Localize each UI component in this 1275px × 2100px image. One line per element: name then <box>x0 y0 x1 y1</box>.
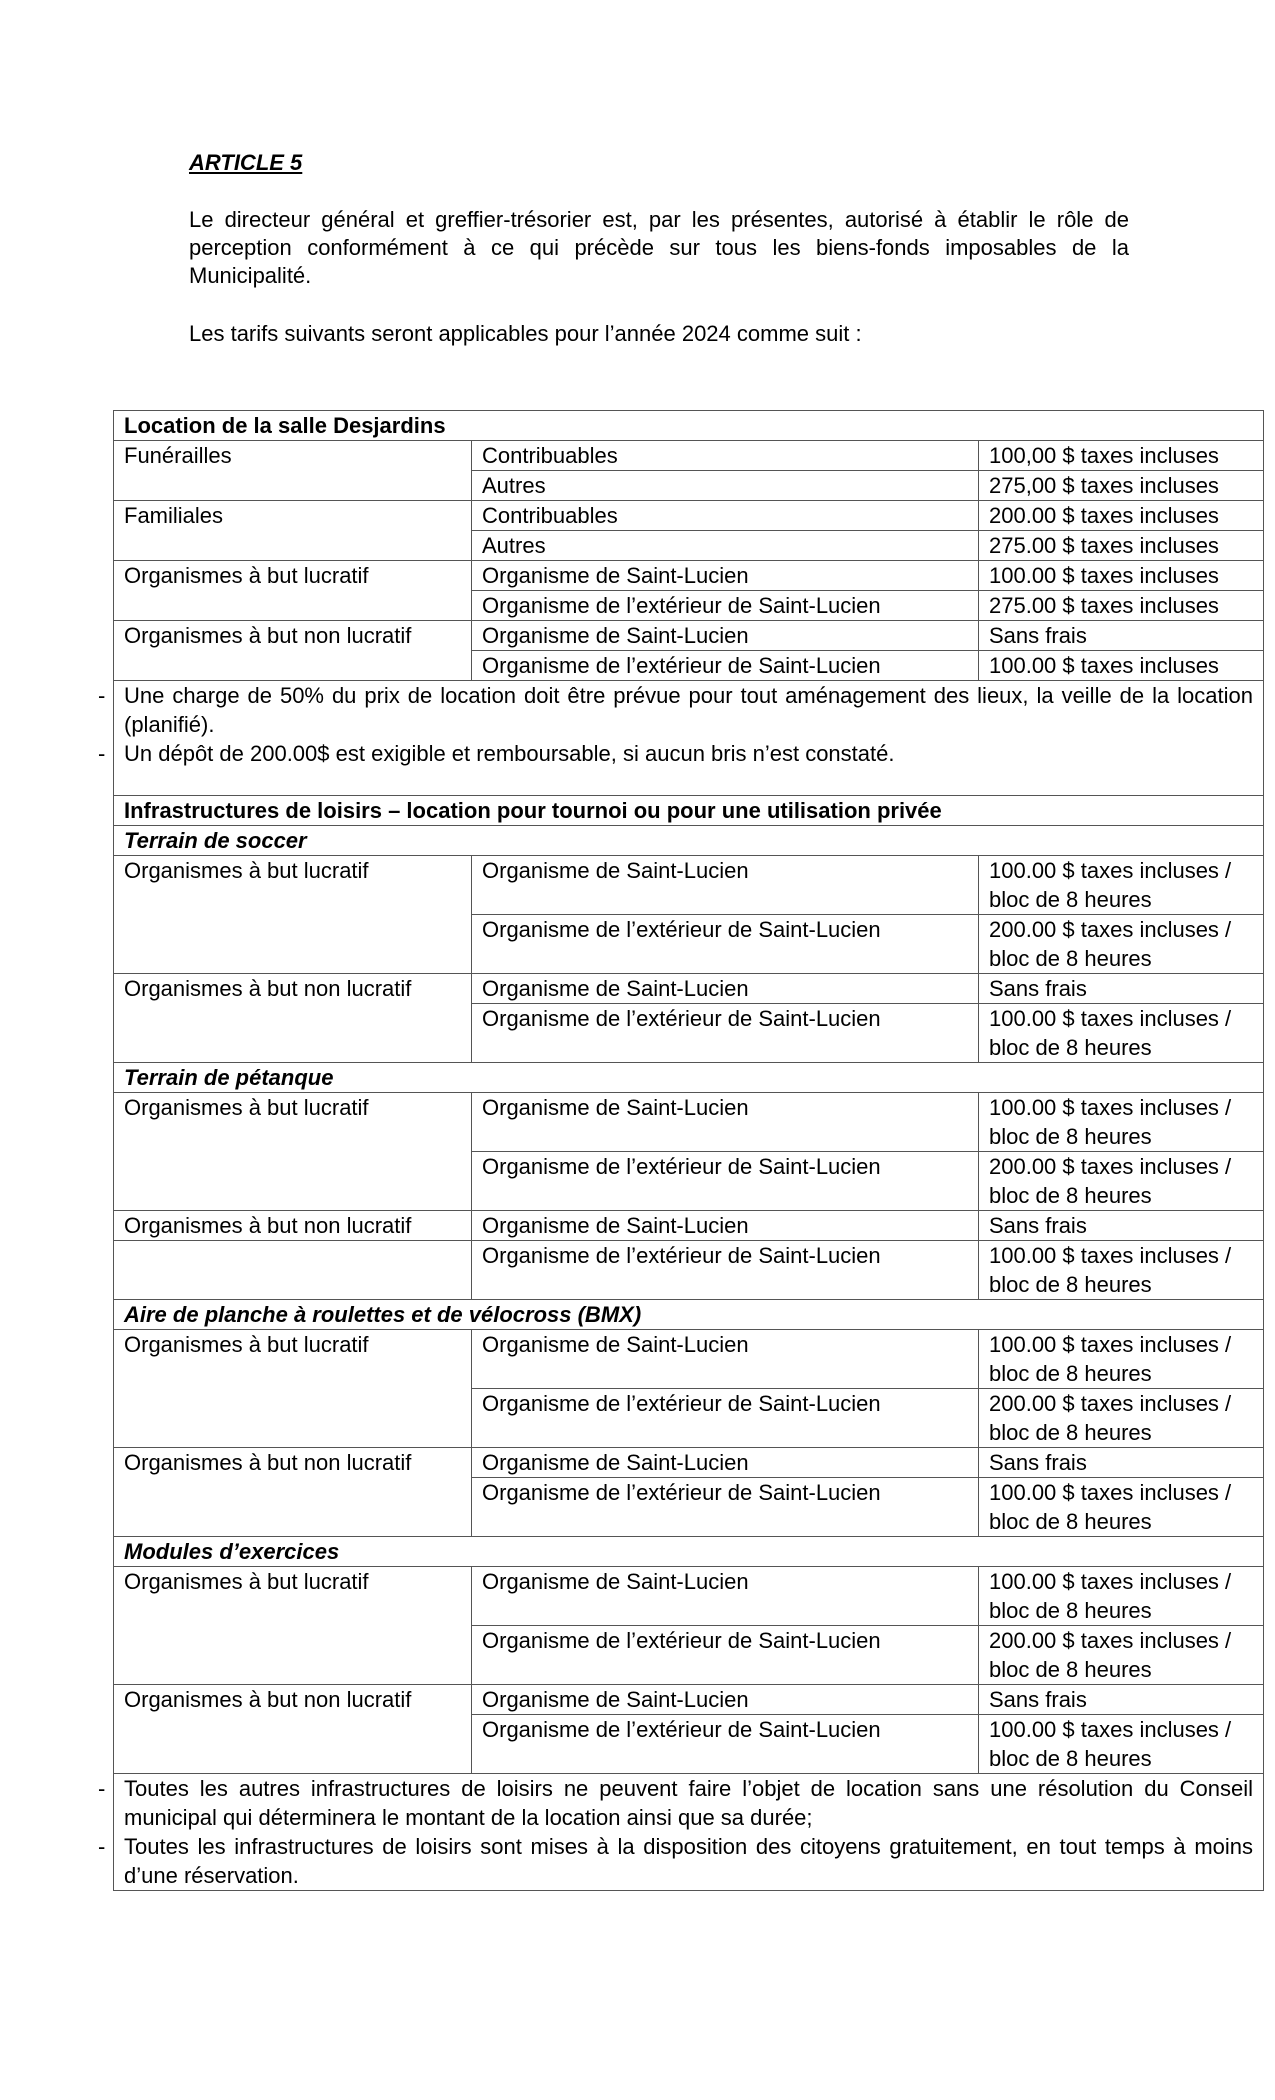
price-cell: 100.00 $ taxes incluses <box>979 651 1264 681</box>
who-cell: Organisme de l’extérieur de Saint-Lucien <box>472 1241 979 1300</box>
price-cell: 200.00 $ taxes incluses / bloc de 8 heures <box>979 1626 1264 1685</box>
category-cell: Funérailles <box>114 441 472 501</box>
category-cell: Organismes à but non lucratif <box>114 1448 472 1537</box>
bullet-dash: - <box>98 1834 106 1859</box>
price-cell: 275.00 $ taxes incluses <box>979 591 1264 621</box>
price-cell: 100,00 $ taxes incluses <box>979 441 1264 471</box>
section-title: Infrastructures de loisirs – location pour tournoi ou pour une utilisation privée <box>114 796 1264 826</box>
table-row <box>114 441 1264 471</box>
price-cell: 100.00 $ taxes incluses / bloc de 8 heures <box>979 1567 1264 1626</box>
article-title: ARTICLE 5 <box>189 150 303 175</box>
who-cell: Organisme de Saint-Lucien <box>472 856 979 915</box>
article-paragraph: Le directeur général et greffier-trésorier est, par les présentes, autorisé à établir le rôle de perception conformément à ce qui précède sur tous les biens-fonds imposables de la Municipalité. <box>189 207 1129 288</box>
price-cell: 200.00 $ taxes incluses <box>979 501 1264 531</box>
table-row <box>114 856 1264 915</box>
bullet-dash: - <box>98 1776 106 1801</box>
who-cell: Organisme de l’extérieur de Saint-Lucien <box>472 1478 979 1537</box>
who-cell: Organisme de l’extérieur de Saint-Lucien <box>472 1715 979 1774</box>
table-row <box>114 501 1264 531</box>
who-cell: Organisme de Saint-Lucien <box>472 1685 979 1715</box>
category-cell: Organismes à but non lucratif <box>114 1685 472 1774</box>
price-cell: 275,00 $ taxes incluses <box>979 471 1264 501</box>
price-cell: Sans frais <box>979 1448 1264 1478</box>
price-cell: 275.00 $ taxes incluses <box>979 531 1264 561</box>
table-row <box>114 974 1264 1004</box>
price-cell: 100.00 $ taxes incluses / bloc de 8 heures <box>979 1330 1264 1389</box>
notes-row <box>114 681 1264 796</box>
category-cell: Organismes à but lucratif <box>114 561 472 621</box>
who-cell: Organisme de l’extérieur de Saint-Lucien <box>472 1152 979 1211</box>
who-cell: Organisme de l’extérieur de Saint-Lucien <box>472 1004 979 1063</box>
category-cell: Organismes à but non lucratif <box>114 1211 472 1241</box>
who-cell: Organisme de l’extérieur de Saint-Lucien <box>472 651 979 681</box>
price-cell: 200.00 $ taxes incluses / bloc de 8 heures <box>979 915 1264 974</box>
who-cell: Autres <box>472 471 979 501</box>
who-cell: Organisme de Saint-Lucien <box>472 1330 979 1389</box>
who-cell: Organisme de l’extérieur de Saint-Lucien <box>472 591 979 621</box>
price-cell: Sans frais <box>979 1211 1264 1241</box>
price-cell: Sans frais <box>979 1685 1264 1715</box>
who-cell: Organisme de Saint-Lucien <box>472 974 979 1004</box>
notes-row <box>114 1774 1264 1891</box>
who-cell: Organisme de Saint-Lucien <box>472 621 979 651</box>
who-cell: Contribuables <box>472 501 979 531</box>
price-cell: Sans frais <box>979 621 1264 651</box>
note-item: - Toutes les infrastructures de loisirs sont mises à la disposition des citoyens gratuitement, en tout temps à moins d’une réservation. <box>98 1834 1253 1888</box>
table-row <box>114 1241 1264 1300</box>
subsection-title: Modules d’exercices <box>114 1537 1264 1567</box>
table-row <box>114 1330 1264 1389</box>
category-cell: Organismes à but lucratif <box>114 856 472 974</box>
tarifs-table <box>98 410 1264 1891</box>
price-cell: 100.00 $ taxes incluses / bloc de 8 heures <box>979 856 1264 915</box>
who-cell: Organisme de l’extérieur de Saint-Lucien <box>472 1626 979 1685</box>
table-row <box>114 1685 1264 1715</box>
price-cell: 100.00 $ taxes incluses / bloc de 8 heures <box>979 1241 1264 1300</box>
bullet-dash: - <box>98 683 106 708</box>
table-row <box>114 1211 1264 1241</box>
price-cell: 100.00 $ taxes incluses <box>979 561 1264 591</box>
table-row <box>114 1567 1264 1626</box>
subsection-title: Aire de planche à roulettes et de vélocross (BMX) <box>114 1300 1264 1330</box>
empty-cell <box>114 1241 472 1300</box>
table-row <box>114 621 1264 651</box>
category-cell: Organismes à but lucratif <box>114 1093 472 1211</box>
note-item: - Toutes les autres infrastructures de loisirs ne peuvent faire l’objet de location sans une résolution du Conseil municipal qui déterminera le montant de la location ainsi que sa durée; <box>98 1776 1253 1830</box>
category-cell: Organismes à but lucratif <box>114 1567 472 1685</box>
price-cell: 200.00 $ taxes incluses / bloc de 8 heures <box>979 1152 1264 1211</box>
who-cell: Organisme de l’extérieur de Saint-Lucien <box>472 1389 979 1448</box>
table-row <box>114 1448 1264 1478</box>
who-cell: Organisme de l’extérieur de Saint-Lucien <box>472 915 979 974</box>
price-cell: 100.00 $ taxes incluses / bloc de 8 heures <box>979 1093 1264 1152</box>
price-cell: 100.00 $ taxes incluses / bloc de 8 heures <box>979 1478 1264 1537</box>
note-item: - Un dépôt de 200.00$ est exigible et remboursable, si aucun bris n’est constaté. <box>98 741 895 766</box>
table-row <box>114 561 1264 591</box>
who-cell: Organisme de Saint-Lucien <box>472 1211 979 1241</box>
section-header-row <box>114 411 1264 441</box>
notes-cell <box>98 1774 1264 1891</box>
category-cell: Organismes à but non lucratif <box>114 974 472 1063</box>
price-cell: 100.00 $ taxes incluses / bloc de 8 heures <box>979 1715 1264 1774</box>
who-cell: Organisme de Saint-Lucien <box>472 1448 979 1478</box>
tarifs-intro: Les tarifs suivants seront applicables pour l’année 2024 comme suit : <box>189 321 862 346</box>
price-cell: Sans frais <box>979 974 1264 1004</box>
bullet-dash: - <box>98 741 106 766</box>
notes-cell <box>98 681 1264 796</box>
category-cell: Organismes à but non lucratif <box>114 621 472 681</box>
who-cell: Organisme de Saint-Lucien <box>472 1093 979 1152</box>
note-item: - Une charge de 50% du prix de location doit être prévue pour tout aménagement des lieux, la veille de la location (planifié). <box>98 683 1253 737</box>
table-row <box>114 1093 1264 1152</box>
who-cell: Organisme de Saint-Lucien <box>472 561 979 591</box>
who-cell: Autres <box>472 531 979 561</box>
subsection-title: Terrain de soccer <box>114 826 1264 856</box>
price-cell: 100.00 $ taxes incluses / bloc de 8 heures <box>979 1004 1264 1063</box>
who-cell: Contribuables <box>472 441 979 471</box>
category-cell: Familiales <box>114 501 472 561</box>
who-cell: Organisme de Saint-Lucien <box>472 1567 979 1626</box>
subsection-title: Terrain de pétanque <box>114 1063 1264 1093</box>
price-cell: 200.00 $ taxes incluses / bloc de 8 heures <box>979 1389 1264 1448</box>
category-cell: Organismes à but lucratif <box>114 1330 472 1448</box>
section-title: Location de la salle Desjardins <box>114 411 1264 441</box>
section-header-row <box>114 796 1264 826</box>
